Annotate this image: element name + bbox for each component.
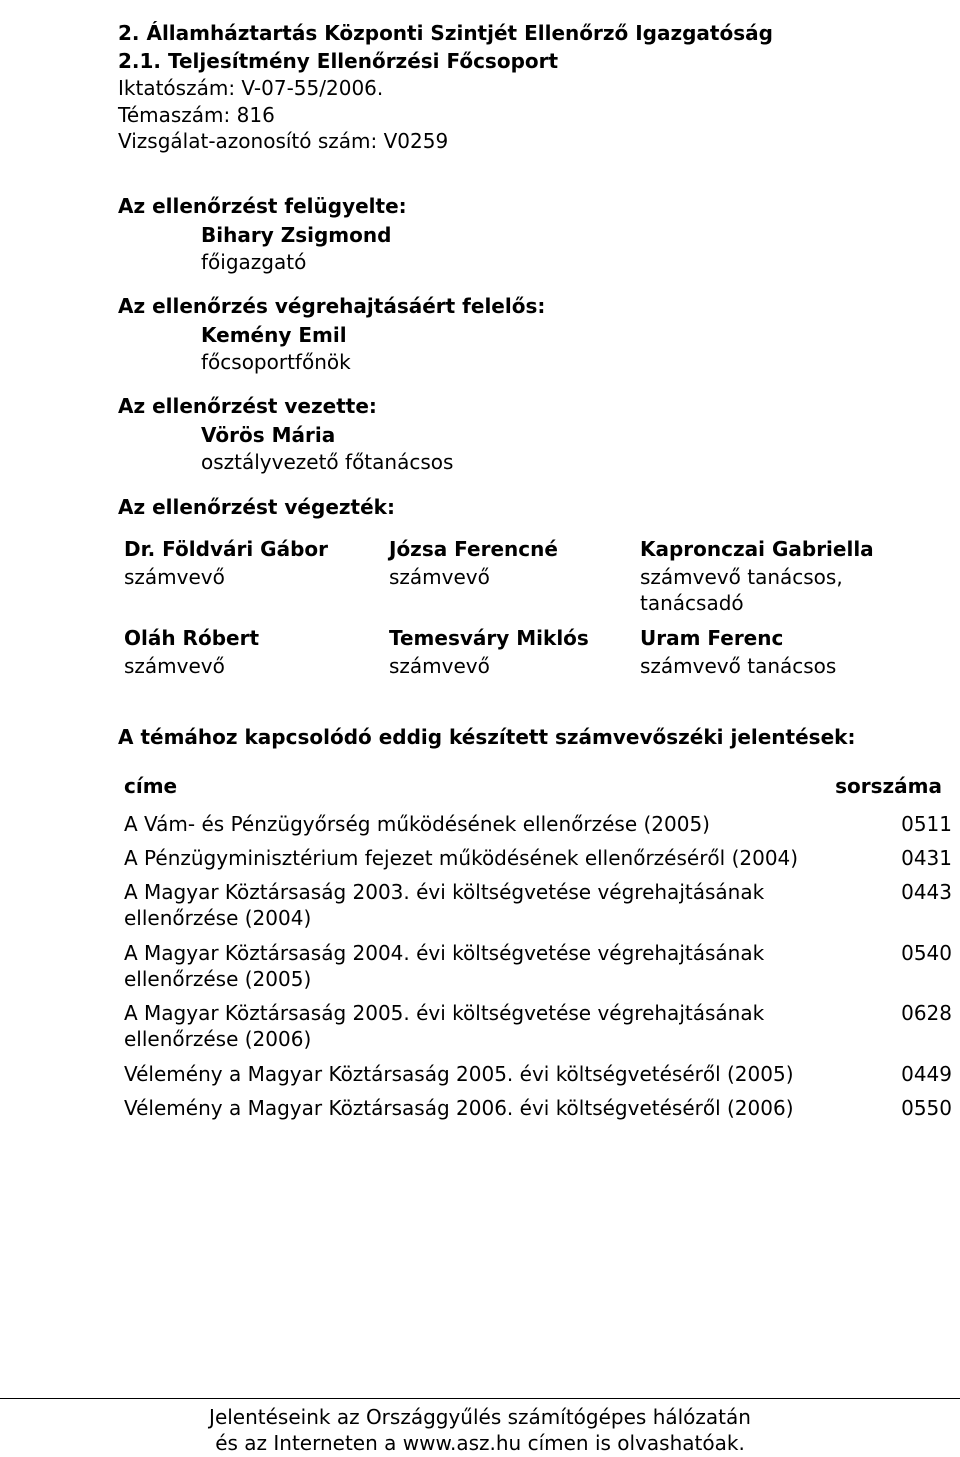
performed-by-label: Az ellenőrzést végezték: (118, 495, 395, 519)
auditor-title: számvevő (389, 565, 490, 589)
leader-title: osztályvezető főtanácsos (201, 450, 454, 474)
auditor-title: számvevő tanácsos, (640, 565, 843, 589)
topic-number: Témaszám: 816 (118, 103, 275, 127)
auditor-title: számvevő (124, 654, 225, 678)
reports-col-number: sorszáma (835, 774, 942, 798)
report-number: 0431 (901, 846, 952, 870)
report-title: A Magyar Köztársaság 2005. évi költségvetése végrehajtásának (124, 1001, 765, 1025)
reports-col-title: címe (124, 774, 178, 798)
auditor-name: Józsa Ferencné (389, 537, 558, 561)
footer-rule (0, 1398, 960, 1399)
responsible-label: Az ellenőrzés végrehajtásáért felelős: (118, 294, 546, 318)
auditor-title: számvevő tanácsos (640, 654, 837, 678)
report-number: 0628 (901, 1001, 952, 1025)
supervisor-title: főigazgató (201, 250, 307, 274)
auditor-title-2: tanácsadó (640, 591, 744, 615)
auditor-name: Oláh Róbert (124, 626, 259, 650)
report-number: 0550 (901, 1096, 952, 1120)
report-title: Vélemény a Magyar Köztársaság 2005. évi költségvetéséről (2005) (124, 1062, 794, 1086)
audit-id: Vizsgálat-azonosító szám: V0259 (118, 129, 449, 153)
supervisor-name: Bihary Zsigmond (201, 223, 392, 247)
auditor-name: Temesváry Miklós (389, 626, 589, 650)
report-title-cont: ellenőrzése (2005) (124, 967, 312, 991)
responsible-name: Kemény Emil (201, 323, 347, 347)
auditor-title: számvevő (124, 565, 225, 589)
report-number: 0443 (901, 880, 952, 904)
auditor-name: Uram Ferenc (640, 626, 784, 650)
auditor-name: Dr. Földvári Gábor (124, 537, 328, 561)
footer-line-2: és az Interneten a www.asz.hu címen is olvashatóak. (215, 1431, 745, 1455)
auditor-name: Kapronczai Gabriella (640, 537, 874, 561)
leader-name: Vörös Mária (201, 423, 336, 447)
report-title: A Magyar Köztársaság 2004. évi költségvetése végrehajtásának (124, 941, 765, 965)
reports-heading: A témához kapcsolódó eddig készített számvevőszéki jelentések: (118, 725, 856, 749)
report-title: A Magyar Köztársaság 2003. évi költségvetése végrehajtásának (124, 880, 765, 904)
org-title: 2. Államháztartás Központi Szintjét Ellenőrző Igazgatóság (118, 21, 773, 45)
report-number: 0540 (901, 941, 952, 965)
supervised-label: Az ellenőrzést felügyelte: (118, 194, 407, 218)
report-title: Vélemény a Magyar Köztársaság 2006. évi költségvetéséről (2006) (124, 1096, 794, 1120)
report-title: A Pénzügyminisztérium fejezet működésének ellenőrzéséről (2004) (124, 846, 799, 870)
responsible-title: főcsoportfőnök (201, 350, 351, 374)
led-by-label: Az ellenőrzést vezette: (118, 394, 377, 418)
file-number: Iktatószám: V-07-55/2006. (118, 76, 384, 100)
report-number: 0511 (901, 812, 952, 836)
report-title: A Vám- és Pénzügyőrség működésének ellenőrzése (2005) (124, 812, 710, 836)
group-title: 2.1. Teljesítmény Ellenőrzési Főcsoport (118, 49, 559, 73)
report-number: 0449 (901, 1062, 952, 1086)
footer-line-1: Jelentéseink az Országgyűlés számítógépes hálózatán (209, 1405, 751, 1429)
report-title-cont: ellenőrzése (2006) (124, 1027, 312, 1051)
report-title-cont: ellenőrzése (2004) (124, 906, 312, 930)
auditor-title: számvevő (389, 654, 490, 678)
